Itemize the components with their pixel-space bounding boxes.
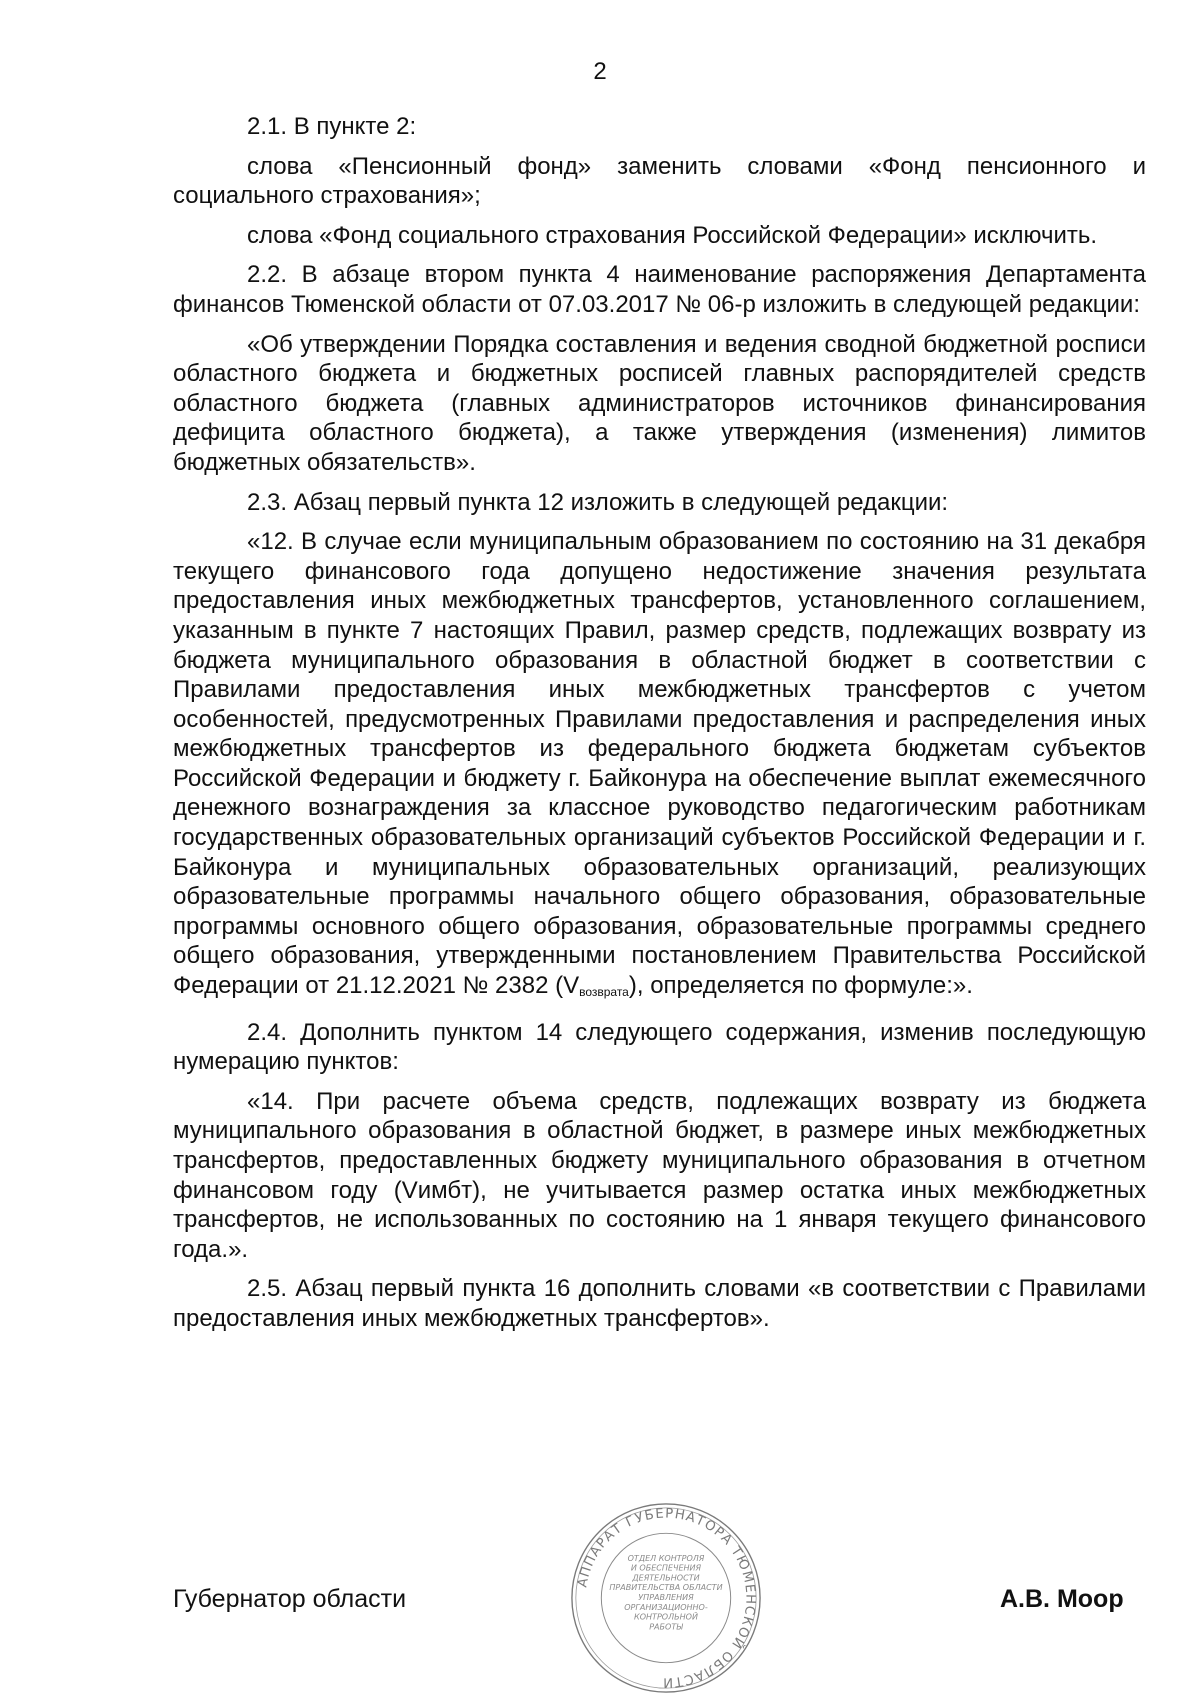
- subscript-vozvrata: возврата: [579, 985, 629, 1000]
- paragraph-2-3-quote-main: «12. В случае если муниципальным образованием по состоянию на 31 декабря текущего финансового года допущено недостижение значения результата предоставления иных межбюджетных трансфертов, установленного соглашением, указанным в пункте 7 настоящих Правил, размер средств, подлежащих возврату из бюджета муниципального образования в областной бюджет в соответствии с Правилами предоставления иных межбюджетных трансфертов с учетом особенностей, предусмотренных Правилами предоставления и распределения иных межбюджетных трансфертов из федерального бюджета бюджетам субъектов Российской Федерации и бюджету г. Байконура на обеспечение выплат ежемесячного денежного вознаграждения за классное руководство педагогическим работникам государственных образовательных организаций субъектов Российской Федерации и г. Байконура и муниципальных образовательных организаций, реализующих образовательные программы начального общего образования, образовательные программы основного общего образования, образовательные программы среднего общего образования, утвержденными постановлением Правительства Российской Федерации от 21.12.2021 № 2382 (V: [173, 528, 1146, 1000]
- paragraph-2-5: 2.5. Абзац первый пункта 16 дополнить словами «в соответствии с Правилами предоставления иных межбюджетных трансфертов».: [173, 1275, 1146, 1332]
- stamp-line: ПРАВИТЕЛЬСТВА ОБЛАСТИ: [609, 1583, 723, 1593]
- paragraph-2-2-quote: «Об утверждении Порядка составления и ведения сводной бюджетной росписи областного бюджета и бюджетных росписей главных распорядителей средств областного бюджета (главных администраторов источников финансирования дефицита областного бюджета), а также утверждения (изменения) лимитов бюджетных обязательств».: [173, 330, 1146, 476]
- paragraph-2-4-quote: «14. При расчете объема средств, подлежащих возврату из бюджета муниципального образования в областной бюджет, в размере иных межбюджетных трансфертов, предоставленных бюджету муниципального образования в отчетном финансовом году (Vимбт), не учитывается размер остатка иных межбюджетных трансфертов, не использованных по состоянию на 1 января текущего финансового года.».: [173, 1087, 1146, 1263]
- stamp-line: УПРАВЛЕНИЯ: [638, 1592, 694, 1602]
- paragraph-2-3: 2.3. Абзац первый пункта 12 изложить в следующей редакции:: [247, 488, 949, 516]
- paragraph-2-1: 2.1. В пункте 2:: [247, 113, 417, 140]
- paragraph-2-2: 2.2. В абзаце втором пункта 4 наименование распоряжения Департамента финансов Тюменской области от 07.03.2017 № 06-р изложить в следующей редакции:: [173, 261, 1146, 318]
- stamp-line: ДЕЯТЕЛЬНОСТИ: [632, 1573, 700, 1583]
- signature-name: А.В. Моор: [1000, 1585, 1124, 1613]
- paragraph-2-3-quote-tail: ), определяется по формуле:».: [628, 972, 973, 1000]
- stamp-outer-text: АППАРАТ ГУБЕРНАТОРА ТЮМЕНСКОЙ ОБЛАСТИ: [575, 1506, 758, 1690]
- paragraph-2-3-quote: [173, 527, 1146, 1008]
- stamp-line: КОНТРОЛЬНОЙ: [634, 1612, 698, 1622]
- document-body: [173, 112, 1146, 1344]
- signature-position: Губернатор области: [173, 1585, 407, 1613]
- paragraph-2-1-a: слова «Пенсионный фонд» заменить словами «Фонд пенсионного и социального страхования»;: [173, 152, 1146, 210]
- paragraph-2-4: 2.4. Дополнить пунктом 14 следующего содержания, изменив последующую нумерацию пунктов:: [173, 1018, 1146, 1076]
- paragraph-2-1-b: слова «Фонд социального страхования Российской Федерации» исключить.: [247, 221, 1098, 249]
- stamp-line: РАБОТЫ: [649, 1622, 683, 1632]
- page-number: 2: [593, 58, 607, 85]
- stamp-line: ОТДЕЛ КОНТРОЛЯ: [627, 1553, 705, 1563]
- stamp-line: ОРГАНИЗАЦИОННО-: [624, 1602, 708, 1612]
- stamp-line: И ОБЕСПЕЧЕНИЯ: [630, 1563, 702, 1573]
- official-stamp: [568, 1500, 764, 1696]
